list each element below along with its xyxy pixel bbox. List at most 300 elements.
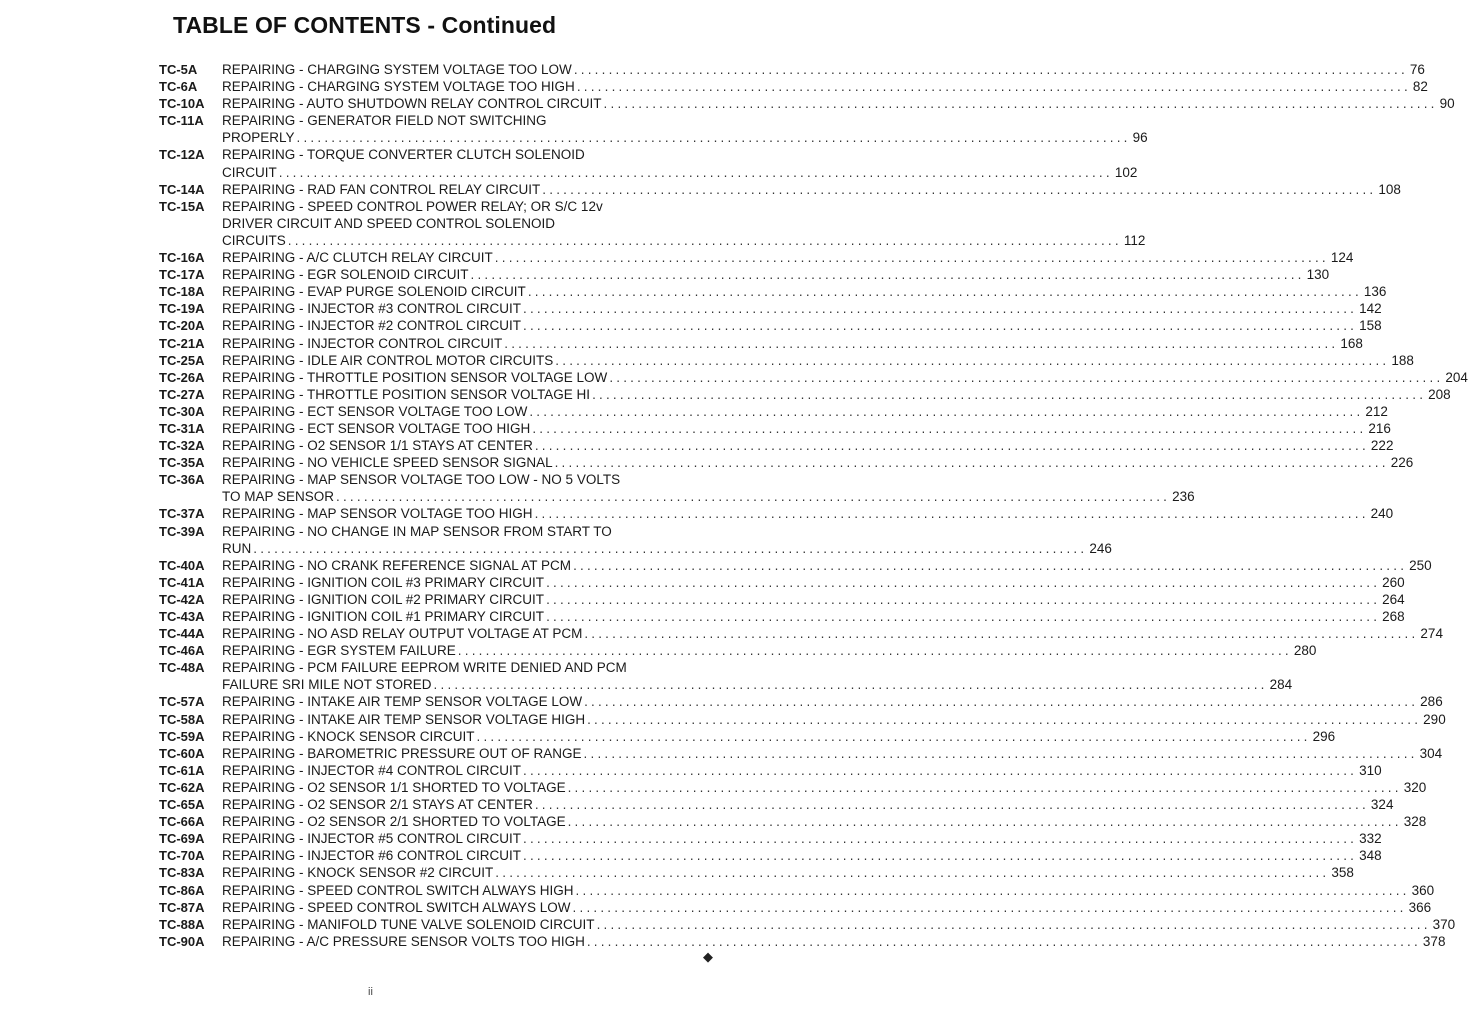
toc-entry-leader-line	[222, 266, 1329, 283]
toc-entry-body	[222, 369, 1468, 386]
dot-leader: ........................................................................................................................	[523, 318, 1358, 334]
toc-entry	[159, 523, 1112, 557]
toc-entry-body	[222, 882, 1434, 899]
toc-entry-code: TC-86A	[159, 882, 205, 898]
toc-entry-leader-line	[222, 437, 1393, 454]
toc-entry-title: PROPERLY	[222, 130, 295, 146]
toc-entry-title: REPAIRING - THROTTLE POSITION SENSOR VOLTAGE HI	[222, 386, 591, 402]
toc-entry	[159, 625, 1443, 642]
toc-entry-body	[222, 796, 1393, 813]
toc-entry-title: REPAIRING - NO ASD RELAY OUTPUT VOLTAGE AT PCM	[222, 626, 583, 642]
toc-entry-leader-line	[222, 317, 1382, 334]
toc-entry-leader-line	[222, 249, 1353, 266]
toc-entry	[159, 796, 1394, 813]
toc-entry-code: TC-21A	[159, 335, 205, 351]
toc-entry	[159, 762, 1382, 779]
dot-leader: ........................................................................................................................	[532, 420, 1367, 436]
toc-entry	[159, 933, 1446, 950]
dot-leader: ........................................................................................................................	[534, 797, 1369, 813]
toc-entry	[159, 847, 1382, 864]
toc-entry-title: REPAIRING - SPEED CONTROL SWITCH ALWAYS LOW	[222, 899, 571, 915]
toc-entry-leader-line	[222, 745, 1442, 762]
toc-entry-title: REPAIRING - IGNITION COIL #2 PRIMARY CIRCUIT	[222, 591, 545, 607]
toc-entry-page: 130	[1306, 267, 1330, 283]
toc-entry-code: TC-32A	[159, 438, 205, 454]
dot-leader: ........................................................................................................................	[609, 369, 1444, 385]
toc-entry-title: REPAIRING - KNOCK SENSOR #2 CIRCUIT	[222, 865, 494, 881]
toc-entry	[159, 112, 1148, 146]
toc-entry-title: REPAIRING - IGNITION COIL #3 PRIMARY CIRCUIT	[222, 574, 545, 590]
dot-leader: ........................................................................................................................	[534, 506, 1369, 522]
toc-entry-body	[222, 608, 1405, 625]
toc-entry-leader-line	[222, 505, 1393, 522]
toc-entry	[159, 420, 1391, 437]
toc-entry-body	[222, 505, 1393, 522]
toc-entry-body	[222, 403, 1388, 420]
toc-entry-body	[222, 437, 1393, 454]
toc-entry	[159, 830, 1382, 847]
toc-entry-body	[222, 300, 1382, 317]
toc-entry-leader-line	[222, 796, 1393, 813]
toc-entry-page: 204	[1445, 369, 1468, 385]
toc-entry	[159, 300, 1382, 317]
toc-entry-text-line: REPAIRING - NO CHANGE IN MAP SENSOR FROM START TO	[222, 523, 612, 539]
toc-entry-code: TC-62A	[159, 779, 205, 795]
toc-entry-code: TC-25A	[159, 352, 205, 368]
dot-leader: ........................................................................................................................	[586, 933, 1421, 949]
toc-entry	[159, 283, 1387, 300]
toc-entry-body	[222, 813, 1426, 830]
toc-entry-title: REPAIRING - O2 SENSOR 1/1 SHORTED TO VOLTAGE	[222, 779, 566, 795]
dot-leader: ........................................................................................................................	[476, 728, 1311, 744]
toc-entry	[159, 369, 1468, 386]
toc-entry-code: TC-83A	[159, 865, 205, 881]
toc-entry-title: REPAIRING - SPEED CONTROL SWITCH ALWAYS HIGH	[222, 882, 574, 898]
toc-entry-title: REPAIRING - EGR SOLENOID CIRCUIT	[222, 267, 469, 283]
page-title: TABLE OF CONTENTS - Continued	[173, 12, 557, 38]
dot-leader: ........................................................................................................................	[278, 164, 1113, 180]
toc-entry-title: REPAIRING - NO VEHICLE SPEED SENSOR SIGNAL	[222, 455, 553, 471]
toc-entry-page: 304	[1419, 745, 1443, 761]
toc-entry-code: TC-10A	[159, 96, 205, 112]
toc-entry-title: REPAIRING - O2 SENSOR 2/1 STAYS AT CENTER	[222, 797, 533, 813]
toc-entry	[159, 728, 1336, 745]
dot-leader: ........................................................................................................................	[336, 489, 1171, 505]
toc-entry	[159, 181, 1401, 198]
toc-entry-title: REPAIRING - O2 SENSOR 2/1 SHORTED TO VOLTAGE	[222, 814, 566, 830]
toc-entry-code: TC-12A	[159, 147, 205, 163]
toc-entry-title: REPAIRING - EGR SYSTEM FAILURE	[222, 643, 456, 659]
toc-entry-leader-line	[222, 916, 1455, 933]
toc-entry-code: TC-44A	[159, 626, 205, 642]
toc-entry-code: TC-87A	[159, 899, 205, 915]
toc-entry-title: REPAIRING - A/C PRESSURE SENSOR VOLTS TOO HIGH	[222, 933, 585, 949]
toc-entry-code: TC-37A	[159, 506, 205, 522]
toc-entry	[159, 437, 1394, 454]
toc-entry-title: REPAIRING - INTAKE AIR TEMP SENSOR VOLTAGE HIGH	[222, 711, 586, 727]
toc-entry	[159, 813, 1427, 830]
toc-entry-leader-line	[222, 95, 1455, 112]
toc-entry-leader-line	[222, 454, 1413, 471]
toc-entry-code: TC-70A	[159, 848, 205, 864]
toc-entry-page: 286	[1420, 694, 1443, 710]
toc-entry-code: TC-60A	[159, 745, 205, 761]
dot-leader: ........................................................................................................................	[567, 779, 1402, 795]
toc-entry-title: REPAIRING - INJECTOR #5 CONTROL CIRCUIT	[222, 831, 522, 847]
dot-leader: ........................................................................................................................	[572, 899, 1407, 915]
toc-entry	[159, 471, 1195, 505]
toc-entry-body	[222, 557, 1432, 574]
toc-entry-page: 142	[1359, 301, 1382, 317]
toc-entry-code: TC-65A	[159, 797, 205, 813]
toc-entry-leader-line	[222, 181, 1401, 198]
dot-leader: ........................................................................................................................	[587, 711, 1422, 727]
toc-entry-leader-line	[222, 847, 1382, 864]
toc-entry-code: TC-17A	[159, 267, 205, 283]
toc-list	[159, 61, 1468, 950]
toc-entry-page: 226	[1390, 455, 1414, 471]
dot-leader: ........................................................................................................................	[433, 677, 1268, 693]
toc-entry-body	[222, 591, 1405, 608]
toc-entry-text-line: REPAIRING - SPEED CONTROL POWER RELAY; OR S/C 12v	[222, 198, 603, 214]
toc-entry-page: 250	[1409, 557, 1432, 573]
toc-entry-title: REPAIRING - CHARGING SYSTEM VOLTAGE TOO LOW	[222, 62, 572, 77]
toc-entry-body	[222, 95, 1455, 112]
toc-entry	[159, 557, 1432, 574]
toc-entry-leader-line	[222, 899, 1431, 916]
toc-entry-title: REPAIRING - ECT SENSOR VOLTAGE TOO HIGH	[222, 420, 531, 436]
toc-entry-leader-line	[222, 386, 1451, 403]
toc-entry-leader-line	[222, 300, 1382, 317]
toc-entry-title: REPAIRING - MAP SENSOR VOLTAGE TOO HIGH	[222, 506, 533, 522]
toc-entry-code: TC-20A	[159, 318, 205, 334]
toc-entry-body	[222, 523, 1112, 557]
dot-leader: ........................................................................................................................	[584, 694, 1419, 710]
toc-entry-page: 280	[1293, 643, 1317, 659]
dot-leader: ........................................................................................................................	[555, 352, 1390, 368]
toc-entry-body	[222, 779, 1426, 796]
toc-entry-code: TC-42A	[159, 591, 205, 607]
dot-leader: ........................................................................................................................	[523, 301, 1358, 317]
toc-entry-leader-line	[222, 608, 1405, 625]
toc-entry-code: TC-46A	[159, 643, 205, 659]
toc-entry	[159, 916, 1456, 933]
toc-entry-page: 236	[1172, 489, 1195, 505]
toc-entry-code: TC-66A	[159, 814, 205, 830]
toc-entry-body	[222, 198, 1145, 249]
dot-leader: ........................................................................................................................	[504, 335, 1339, 351]
toc-entry	[159, 386, 1451, 403]
toc-entry-leader-line	[222, 488, 1195, 505]
toc-entry-leader-line	[222, 625, 1443, 642]
toc-entry	[159, 608, 1405, 625]
toc-entry	[159, 249, 1354, 266]
toc-entry	[159, 198, 1146, 249]
toc-entry-code: TC-19A	[159, 301, 205, 317]
dot-leader: ........................................................................................................................	[573, 62, 1408, 77]
toc-entry-body	[222, 146, 1137, 180]
toc-entry-code: TC-6A	[159, 79, 198, 95]
toc-entry-leader-line	[222, 779, 1426, 796]
toc-entry-leader-line	[222, 933, 1445, 950]
toc-entry-page: 124	[1330, 250, 1354, 266]
toc-entry-title: CIRCUIT	[222, 164, 277, 180]
toc-entry-title: REPAIRING - IGNITION COIL #1 PRIMARY CIRCUIT	[222, 609, 545, 624]
toc-entry-body	[222, 916, 1455, 933]
toc-entry-leader-line	[222, 728, 1335, 745]
toc-entry-title: REPAIRING - O2 SENSOR 1/1 STAYS AT CENTER	[222, 438, 533, 454]
toc-entry-leader-line	[222, 693, 1443, 710]
toc-entry-body	[222, 933, 1445, 950]
dot-leader: ........................................................................................................................	[554, 455, 1389, 471]
toc-entry-title: REPAIRING - THROTTLE POSITION SENSOR VOLTAGE LOW	[222, 369, 608, 385]
toc-entry-code: TC-18A	[159, 284, 205, 300]
toc-entry-text-line: REPAIRING - TORQUE CONVERTER CLUTCH SOLENOID	[222, 147, 585, 163]
toc-entry-code: TC-16A	[159, 250, 205, 266]
toc-entry	[159, 711, 1446, 728]
toc-entry-leader-line	[222, 813, 1426, 830]
toc-entry-page: 136	[1363, 284, 1387, 300]
dot-leader: ........................................................................................................................	[253, 540, 1088, 556]
toc-entry-page: 76	[1409, 62, 1425, 77]
toc-entry-page: 108	[1378, 181, 1401, 197]
toc-entry-body	[222, 625, 1443, 642]
toc-entry-code: TC-58A	[159, 711, 205, 727]
toc-entry-code: TC-36A	[159, 472, 205, 488]
toc-entry-page: 212	[1365, 403, 1388, 419]
toc-entry-page: 188	[1391, 352, 1414, 368]
toc-entry-page: 328	[1403, 814, 1427, 830]
toc-entry-title: REPAIRING - ECT SENSOR VOLTAGE TOO LOW	[222, 403, 528, 419]
toc-entry-page: 378	[1422, 933, 1446, 949]
toc-entry-page: 366	[1408, 899, 1432, 915]
toc-entry-leader-line	[222, 882, 1434, 899]
toc-entry-leader-line	[222, 762, 1382, 779]
toc-entry	[159, 745, 1443, 762]
toc-entry-page: 246	[1089, 540, 1112, 556]
toc-entry-text-line: REPAIRING - GENERATOR FIELD NOT SWITCHING	[222, 113, 547, 129]
toc-entry-page: 222	[1370, 438, 1394, 454]
toc-entry	[159, 505, 1394, 522]
toc-entry	[159, 146, 1138, 180]
toc-entry-code: TC-61A	[159, 762, 205, 778]
toc-entry-body	[222, 283, 1386, 300]
toc-entry	[159, 693, 1443, 710]
dot-leader: ........................................................................................................................	[523, 831, 1358, 847]
toc-entry	[159, 266, 1330, 283]
toc-entry-page: 264	[1382, 591, 1405, 607]
dot-leader: ........................................................................................................................	[575, 882, 1410, 898]
toc-entry-leader-line	[222, 574, 1405, 591]
dot-leader: ........................................................................................................................	[287, 232, 1122, 248]
toc-entry-leader-line	[222, 61, 1425, 78]
toc-entry-title: REPAIRING - INJECTOR CONTROL CIRCUIT	[222, 335, 503, 351]
toc-entry-leader-line	[222, 78, 1428, 95]
toc-entry-page: 158	[1359, 318, 1382, 334]
toc-entry-page: 284	[1269, 677, 1293, 693]
toc-entry	[159, 642, 1317, 659]
dot-leader: ........................................................................................................................	[573, 557, 1408, 573]
toc-entry-title: REPAIRING - AUTO SHUTDOWN RELAY CONTROL CIRCUIT	[222, 96, 602, 112]
toc-entry-code: TC-57A	[159, 694, 205, 710]
toc-entry-body	[222, 574, 1405, 591]
toc-entry-code: TC-5A	[159, 62, 198, 77]
toc-entry-page: 360	[1411, 882, 1435, 898]
toc-entry-body	[222, 454, 1413, 471]
dot-leader: ........................................................................................................................	[583, 745, 1418, 761]
dot-leader: ........................................................................................................................	[542, 181, 1377, 197]
toc-entry-body	[222, 762, 1382, 779]
toc-entry-body	[222, 642, 1316, 659]
toc-entry-leader-line	[222, 403, 1388, 420]
toc-entry-code: TC-48A	[159, 660, 205, 676]
toc-entry-body	[222, 659, 1292, 693]
toc-entry-title: REPAIRING - INTAKE AIR TEMP SENSOR VOLTAGE LOW	[222, 694, 583, 710]
toc-entry-body	[222, 112, 1148, 146]
toc-entry-page: 296	[1312, 728, 1336, 744]
toc-entry-body	[222, 847, 1382, 864]
toc-entry-page: 260	[1382, 574, 1405, 590]
toc-entry-page: 348	[1359, 848, 1382, 864]
toc-entry-title: REPAIRING - IDLE AIR CONTROL MOTOR CIRCUITS	[222, 352, 554, 368]
toc-entry	[159, 591, 1405, 608]
dot-leader: ........................................................................................................................	[546, 609, 1381, 624]
toc-entry-title: REPAIRING - INJECTOR #3 CONTROL CIRCUIT	[222, 301, 522, 317]
dot-leader: ........................................................................................................................	[529, 403, 1364, 419]
toc-entry-body	[222, 864, 1354, 881]
toc-entry-code: TC-41A	[159, 574, 205, 590]
toc-entry-page: 332	[1359, 831, 1382, 847]
toc-entry-page: 310	[1359, 762, 1382, 778]
toc-entry-leader-line	[222, 232, 1145, 249]
dot-leader: ........................................................................................................................	[584, 626, 1419, 642]
toc-entry-page: 274	[1420, 626, 1443, 642]
dot-leader: ........................................................................................................................	[534, 438, 1369, 454]
toc-entry-code: TC-69A	[159, 831, 205, 847]
dot-leader: ........................................................................................................................	[495, 865, 1330, 881]
toc-entry-code: TC-26A	[159, 369, 205, 385]
toc-entry-page: 82	[1412, 79, 1428, 95]
toc-entry-code: TC-30A	[159, 403, 205, 419]
toc-entry-body	[222, 78, 1428, 95]
toc-entry-leader-line	[222, 642, 1316, 659]
toc-entry-code: TC-39A	[159, 523, 205, 539]
toc-entry	[159, 882, 1435, 899]
toc-entry-text-line: REPAIRING - PCM FAILURE EEPROM WRITE DENIED AND PCM	[222, 660, 627, 676]
toc-entry-page: 370	[1432, 916, 1456, 932]
toc-entry-text-line: DRIVER CIRCUIT AND SPEED CONTROL SOLENOID	[222, 215, 556, 231]
toc-entry-title: REPAIRING - A/C CLUTCH RELAY CIRCUIT	[222, 250, 493, 266]
dot-leader: ........................................................................................................................	[546, 574, 1381, 590]
toc-entry-body	[222, 352, 1414, 369]
toc-entry-body	[222, 830, 1382, 847]
dot-leader: ........................................................................................................................	[527, 284, 1362, 300]
toc-entry	[159, 317, 1382, 334]
dot-leader: ........................................................................................................................	[567, 814, 1402, 830]
toc-entry-page: 358	[1331, 865, 1354, 881]
toc-entry-body	[222, 386, 1451, 403]
dot-leader: ........................................................................................................................	[596, 916, 1431, 932]
toc-entry-leader-line	[222, 283, 1386, 300]
end-marker-diamond-icon: ◆	[703, 949, 713, 964]
toc-entry-leader-line	[222, 540, 1112, 557]
toc-entry-body	[222, 181, 1401, 198]
toc-entry-code: TC-14A	[159, 181, 205, 197]
toc-entry-page: 102	[1114, 164, 1138, 180]
toc-entry-leader-line	[222, 369, 1468, 386]
toc-entry-page: 320	[1403, 779, 1427, 795]
toc-entry-body	[222, 249, 1353, 266]
dot-leader: ........................................................................................................................	[523, 762, 1358, 778]
toc-entry	[159, 95, 1455, 112]
dot-leader: ........................................................................................................................	[296, 130, 1131, 146]
toc-entry-page: 324	[1370, 797, 1394, 813]
toc-entry-body	[222, 899, 1431, 916]
toc-entry-code: TC-35A	[159, 455, 205, 471]
toc-entry-leader-line	[222, 864, 1354, 881]
toc-entry-title: REPAIRING - CHARGING SYSTEM VOLTAGE TOO HIGH	[222, 79, 575, 95]
toc-entry-leader-line	[222, 591, 1405, 608]
toc-entry	[159, 899, 1432, 916]
toc-entry-title: REPAIRING - RAD FAN CONTROL RELAY CIRCUIT	[222, 181, 541, 197]
toc-entry	[159, 403, 1388, 420]
toc-entry-leader-line	[222, 164, 1137, 181]
toc-entry	[159, 659, 1293, 693]
toc-entry-page: 240	[1370, 506, 1394, 522]
toc-entry	[159, 779, 1427, 796]
toc-entry-body	[222, 711, 1446, 728]
toc-entry-title: REPAIRING - INJECTOR #6 CONTROL CIRCUIT	[222, 848, 522, 864]
toc-entry	[159, 574, 1405, 591]
toc-entry-page: 90	[1439, 96, 1455, 112]
dot-leader: ........................................................................................................................	[494, 250, 1329, 266]
toc-entry-page: 268	[1382, 609, 1405, 624]
toc-entry	[159, 61, 1425, 78]
toc-entry-body	[222, 266, 1329, 283]
toc-entry-title: REPAIRING - MANIFOLD TUNE VALVE SOLENOID CIRCUIT	[222, 916, 595, 932]
toc-entry-leader-line	[222, 420, 1391, 437]
toc-entry-body	[222, 745, 1442, 762]
toc-entry-title: RUN	[222, 540, 252, 556]
toc-entry-title: REPAIRING - INJECTOR #4 CONTROL CIRCUIT	[222, 762, 522, 778]
dot-leader: ........................................................................................................................	[546, 591, 1381, 607]
toc-entry-code: TC-88A	[159, 916, 205, 932]
dot-leader: ........................................................................................................................	[576, 79, 1411, 95]
toc-entry-leader-line	[222, 830, 1382, 847]
toc-entry-code: TC-90A	[159, 933, 205, 949]
toc-entry-code: TC-40A	[159, 557, 205, 573]
dot-leader: ........................................................................................................................	[603, 96, 1438, 112]
toc-entry-leader-line	[222, 676, 1292, 693]
toc-entry-leader-line	[222, 335, 1363, 352]
toc-entry-leader-line	[222, 352, 1414, 369]
toc-entry-page: 168	[1340, 335, 1363, 351]
toc-entry-title: REPAIRING - EVAP PURGE SOLENOID CIRCUIT	[222, 284, 526, 300]
toc-entry-page: 208	[1428, 386, 1451, 402]
toc-entry-title: FAILURE SRI MILE NOT STORED	[222, 677, 432, 693]
toc-entry-title: CIRCUITS	[222, 232, 286, 248]
toc-entry-body	[222, 335, 1363, 352]
toc-entry-text-line: REPAIRING - MAP SENSOR VOLTAGE TOO LOW - NO 5 VOLTS	[222, 472, 621, 488]
toc-entry-body	[222, 317, 1382, 334]
toc-entry-title: REPAIRING - KNOCK SENSOR CIRCUIT	[222, 728, 475, 744]
toc-entry-title: TO MAP SENSOR	[222, 489, 335, 505]
dot-leader: ........................................................................................................................	[592, 386, 1427, 402]
toc-entry-leader-line	[222, 129, 1148, 146]
toc-entry-code: TC-11A	[159, 113, 204, 129]
toc-entry-title: REPAIRING - INJECTOR #2 CONTROL CIRCUIT	[222, 318, 522, 334]
toc-entry-leader-line	[222, 557, 1432, 574]
